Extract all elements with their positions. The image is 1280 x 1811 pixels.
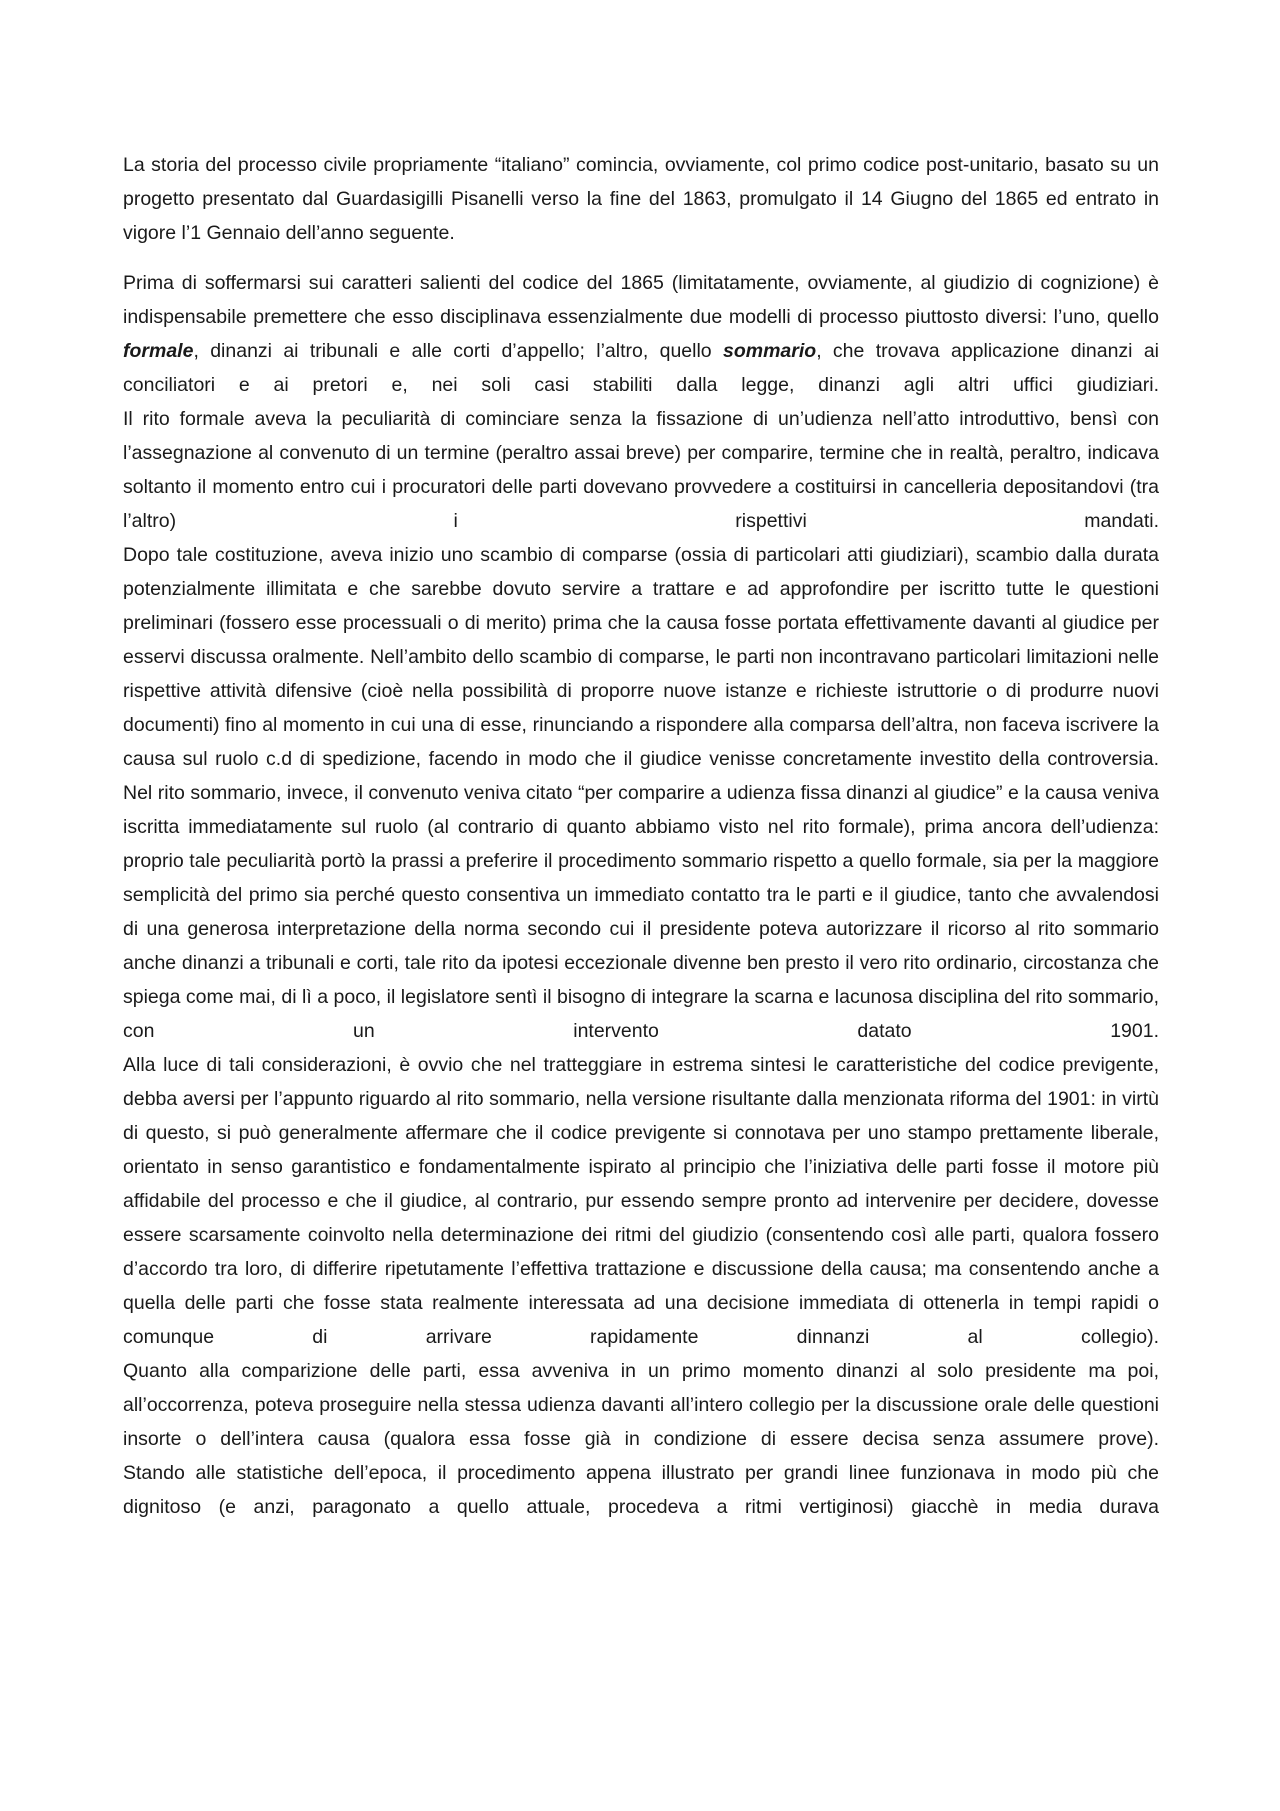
paragraph-rito-formale: Il rito formale aveva la peculiarità di cominciare senza la fissazione di un’udienza nell’atto introduttivo, bensì con l’assegnazione al convenuto di un termine (peraltro assai breve) per comparire, termine che in realtà, peraltro, indicava soltanto il momento entro cui i procuratori delle parti dovevano provvedere a costituirsi in cancelleria depositandovi (tra l’altro) i rispettivi mandati.	[123, 408, 1159, 532]
paragraph-text: , dinanzi ai tribunali e alle corti d’appello; l’altro, quello	[193, 340, 723, 362]
paragraph-intro: La storia del processo civile propriamente “italiano” comincia, ovviamente, col primo codice post-unitario, basato su un progetto presentato dal Guardasigilli Pisanelli verso la fine del 1863, promulgato il 14 Giugno del 1865 ed entrato in vigore l’1 Gennaio dell’anno seguente.	[123, 154, 1159, 244]
paragraph-statistiche: Stando alle statistiche dell’epoca, il procedimento appena illustrato per grandi linee funzionava in modo più che dignitoso (e anzi, paragonato a quello attuale, procedeva a ritmi vertiginosi) giacchè in media durava	[123, 1462, 1159, 1518]
paragraph-two-models	[123, 266, 1159, 402]
term-formale: formale	[123, 340, 194, 362]
paragraph-scambio-comparse: Dopo tale costituzione, aveva inizio uno scambio di comparse (ossia di particolari atti giudiziari), scambio dalla durata potenzialmente illimitata e che sarebbe dovuto servire a trattare e ad approfondire per iscritto tutte le questioni preliminari (fossero esse processuali o di merito) prima che la causa fosse portata effettivamente davanti al giudice per esservi discussa oralmente. Nell’ambito dello scambio di comparse, le parti non incontravano particolari limitazioni nelle rispettive attività difensive (cioè nella possibilità di proporre nuove istanze e richieste istruttorie o di produrre nuovi documenti) fino al momento in cui una di esse, rinunciando a rispondere alla comparsa dell’altra, non faceva iscrivere la causa sul ruolo c.d di spedizione, facendo in modo che il giudice venisse concretamente investito della controversia.	[123, 544, 1159, 770]
paragraph-text: , che trovava applicazione dinanzi ai conciliatori e ai pretori e, nei soli casi stabiliti dalla legge, dinanzi agli altri uffici giudiziari.	[123, 340, 1160, 396]
paragraph-text: Prima di soffermarsi sui caratteri salienti del codice del 1865 (limitatamente, ovviamente, al giudizio di cognizione) è indispensabile premettere che esso disciplinava essenzialmente due modelli di processo piuttosto diversi: l’uno, quello	[123, 272, 1159, 328]
paragraph-considerazioni: Alla luce di tali considerazioni, è ovvio che nel tratteggiare in estrema sintesi le caratteristiche del codice previgente, debba aversi per l’appunto riguardo al rito sommario, nella versione risultante dalla menzionata riforma del 1901: in virtù di questo, si può generalmente affermare che il codice previgente si connotava per uno stampo prettamente liberale, orientato in senso garantistico e fondamentalmente ispirato al principio che l’iniziativa delle parti fosse il motore più affidabile del processo e che il giudice, al contrario, pur essendo sempre pronto ad intervenire per decidere, dovesse essere scarsamente coinvolto nella determinazione dei ritmi del giudizio (consentendo così alle parti, qualora fossero d’accordo tra loro, di differire ripetutamente l’effettiva trattazione e discussione della causa; ma consentendo anche a quella delle parti che fosse stata realmente interessata ad una decisione immediata di ottenerla in tempi rapidi o comunque di arrivare rapidamente dinnanzi al collegio).	[123, 1054, 1159, 1348]
term-sommario: sommario	[722, 340, 817, 362]
document-body	[123, 148, 1159, 1524]
paragraph-rito-sommario: Nel rito sommario, invece, il convenuto veniva citato “per comparire a udienza fissa dinanzi al giudice” e la causa veniva iscritta immediatamente sul ruolo (al contrario di quanto abbiamo visto nel rito formale), prima ancora dell’udienza: proprio tale peculiarità portò la prassi a preferire il procedimento sommario rispetto a quello formale, sia per la maggiore semplicità del primo sia perché questo consentiva un immediato contatto tra le parti e il giudice, tanto che avvalendosi di una generosa interpretazione della norma secondo cui il presidente poteva autorizzare il ricorso al rito sommario anche dinanzi a tribunali e corti, tale rito da ipotesi eccezionale divenne ben presto il vero rito ordinario, circostanza che spiega come mai, di lì a poco, il legislatore sentì il bisogno di integrare la scarna e lacunosa disciplina del rito sommario, con un intervento datato 1901.	[123, 782, 1159, 1042]
paragraph-comparizione: Quanto alla comparizione delle parti, essa avveniva in un primo momento dinanzi al solo presidente ma poi, all’occorrenza, poteva proseguire nella stessa udienza davanti all’intero collegio per la discussione orale delle questioni insorte o dell’intera causa (qualora essa fosse già in condizione di essere decisa senza assumere prove).	[123, 1360, 1159, 1450]
